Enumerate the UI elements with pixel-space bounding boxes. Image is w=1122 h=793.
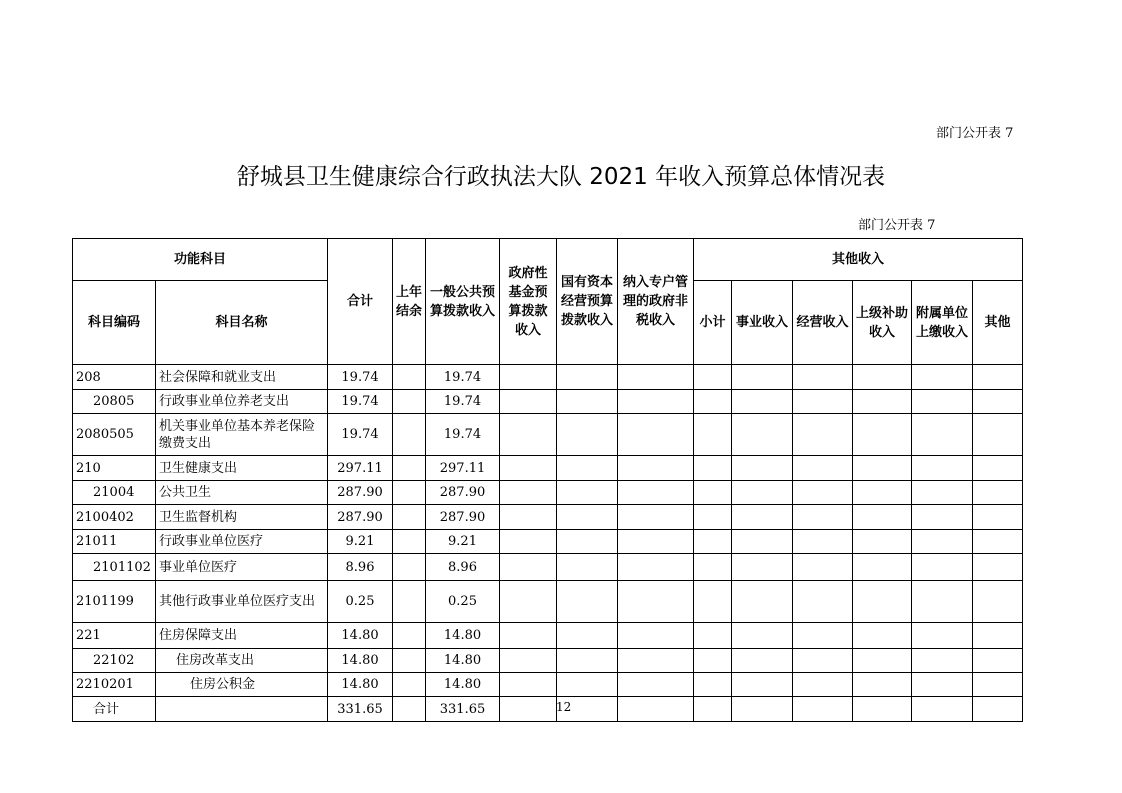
header-operating-income: 经营收入 xyxy=(793,281,853,365)
page-note-top: 部门公开表 7 xyxy=(936,126,1014,141)
total-general: 331.65 xyxy=(426,697,500,722)
row-total: 19.74 xyxy=(328,390,393,414)
row-general: 14.80 xyxy=(426,649,500,673)
row-total: 19.74 xyxy=(328,365,393,390)
row-name: 行政事业单位医疗 xyxy=(156,530,328,554)
row-total: 287.90 xyxy=(328,505,393,530)
table-total-row xyxy=(73,697,1023,722)
row-code: 208 xyxy=(73,365,156,390)
row-total: 297.11 xyxy=(328,456,393,481)
row-total: 0.25 xyxy=(328,581,393,623)
row-name: 住房保障支出 xyxy=(156,623,328,649)
header-gov-fund: 政府性基金预算拨款收入 xyxy=(500,239,557,365)
income-budget-table xyxy=(72,238,1023,722)
table-row xyxy=(73,581,1023,623)
table-row xyxy=(73,623,1023,649)
row-name: 社会保障和就业支出 xyxy=(156,365,328,390)
table-row xyxy=(73,649,1023,673)
row-general: 287.90 xyxy=(426,481,500,505)
table-row xyxy=(73,365,1023,390)
table-row xyxy=(73,505,1023,530)
row-general: 19.74 xyxy=(426,365,500,390)
row-general: 14.80 xyxy=(426,623,500,649)
header-subtotal: 小计 xyxy=(694,281,732,365)
row-code: 21011 xyxy=(73,530,156,554)
table-row xyxy=(73,414,1023,456)
row-general: 19.74 xyxy=(426,414,500,456)
row-total: 9.21 xyxy=(328,530,393,554)
row-code: 2101102 xyxy=(73,554,156,581)
row-code: 2210201 xyxy=(73,673,156,697)
page-title: 舒城县卫生健康综合行政执法大队 2021 年收入预算总体情况表 xyxy=(236,164,886,190)
row-name: 其他行政事业单位医疗支出 xyxy=(156,581,328,623)
row-general: 8.96 xyxy=(426,554,500,581)
header-name: 科目名称 xyxy=(156,281,328,365)
table-row xyxy=(73,481,1023,505)
header-business-income: 事业收入 xyxy=(732,281,793,365)
page-note-second: 部门公开表 7 xyxy=(858,218,936,233)
header-state-capital: 国有资本经营预算拨款收入 xyxy=(557,239,618,365)
header-general-budget: 一般公共预算拨款收入 xyxy=(426,239,500,365)
row-name: 行政事业单位养老支出 xyxy=(156,390,328,414)
row-name: 卫生监督机构 xyxy=(156,505,328,530)
row-code: 2100402 xyxy=(73,505,156,530)
row-general: 0.25 xyxy=(426,581,500,623)
header-total: 合计 xyxy=(328,239,393,365)
total-value: 331.65 xyxy=(328,697,393,722)
row-code: 210 xyxy=(73,456,156,481)
header-others: 其他 xyxy=(973,281,1023,365)
total-label: 合计 xyxy=(73,697,156,722)
row-name: 公共卫生 xyxy=(156,481,328,505)
header-code: 科目编码 xyxy=(73,281,156,365)
row-general: 14.80 xyxy=(426,673,500,697)
row-general: 9.21 xyxy=(426,530,500,554)
row-name: 事业单位医疗 xyxy=(156,554,328,581)
table-row xyxy=(73,456,1023,481)
row-code: 221 xyxy=(73,623,156,649)
table-row xyxy=(73,554,1023,581)
row-total: 14.80 xyxy=(328,673,393,697)
row-total: 287.90 xyxy=(328,481,393,505)
row-name: 住房改革支出 xyxy=(156,649,328,673)
table-row xyxy=(73,390,1023,414)
row-code: 22102 xyxy=(73,649,156,673)
row-code: 2080505 xyxy=(73,414,156,456)
row-total: 14.80 xyxy=(328,649,393,673)
row-code: 20805 xyxy=(73,390,156,414)
row-total: 19.74 xyxy=(328,414,393,456)
table-row xyxy=(73,673,1023,697)
header-carryover: 上年结余 xyxy=(393,239,426,365)
row-general: 19.74 xyxy=(426,390,500,414)
row-general: 287.90 xyxy=(426,505,500,530)
header-other-income: 其他收入 xyxy=(694,239,1023,281)
row-total: 14.80 xyxy=(328,623,393,649)
row-code: 21004 xyxy=(73,481,156,505)
header-special-nontax: 纳入专户管理的政府非税收入 xyxy=(618,239,694,365)
row-name: 卫生健康支出 xyxy=(156,456,328,481)
row-name: 住房公积金 xyxy=(156,673,328,697)
header-superior-subsidy: 上级补助收入 xyxy=(853,281,912,365)
row-code: 2101199 xyxy=(73,581,156,623)
page-number: 12 xyxy=(556,700,572,714)
header-func-subject: 功能科目 xyxy=(73,239,328,281)
table-row xyxy=(73,530,1023,554)
row-name: 机关事业单位基本养老保险缴费支出 xyxy=(156,414,328,456)
row-total: 8.96 xyxy=(328,554,393,581)
header-affiliated-income: 附属单位上缴收入 xyxy=(912,281,973,365)
row-general: 297.11 xyxy=(426,456,500,481)
